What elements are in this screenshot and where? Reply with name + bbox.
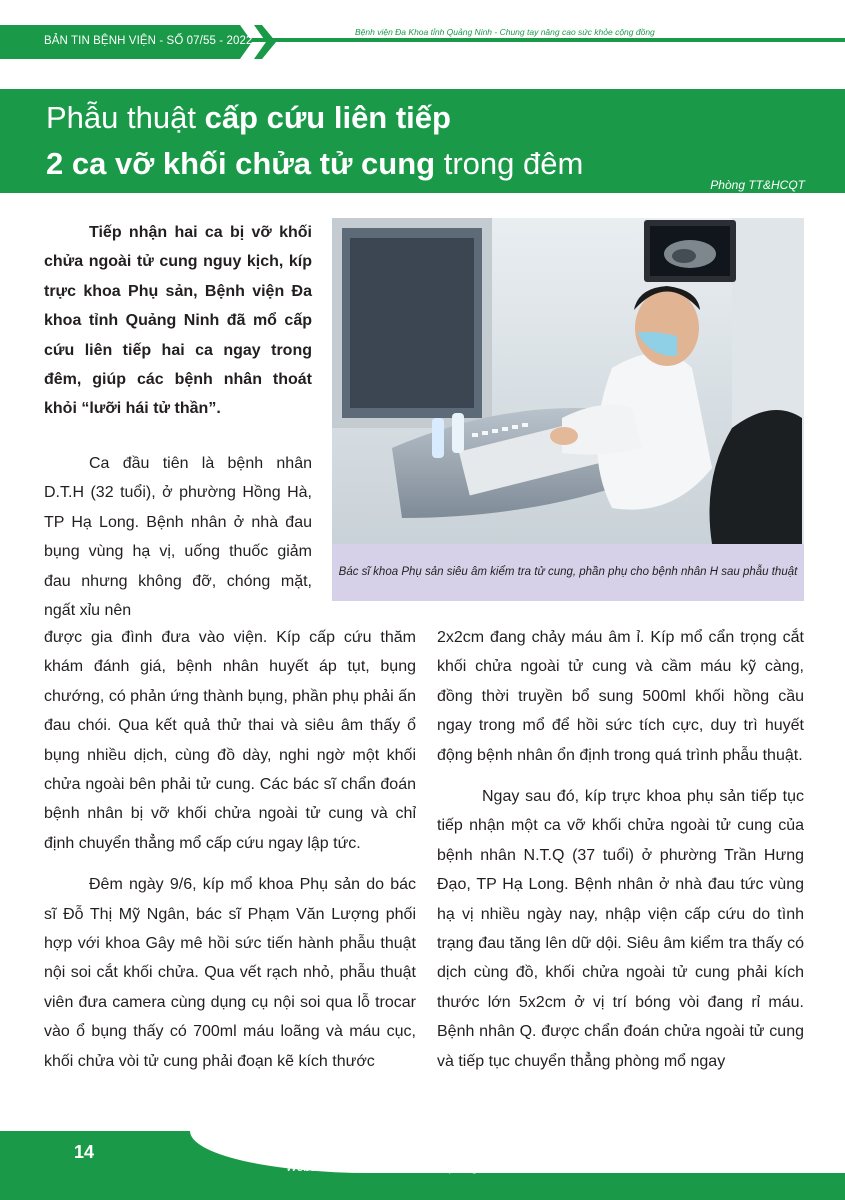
paragraph-3: 2x2cm đang chảy máu âm ỉ. Kíp mổ cẩn trọng cắt khối chửa ngoài tử cung và cầm máu kỹ càng, đồng thời truyền bổ sung 500ml khối hồng cầu ngay trong mổ để hồi sức tích cực, duy trì huyết động bệnh nhân ổn định trong quá trình phẫu thuật. (437, 629, 804, 764)
page-number: 14 (74, 1142, 95, 1162)
article-title-line1 (46, 100, 451, 136)
title-line1-light: Phẫu thuật (46, 100, 205, 135)
article-column-left-upper (44, 449, 312, 625)
article-lead-column (44, 218, 312, 424)
paragraph-2: Đêm ngày 9/6, kíp mổ khoa Phụ sản do bác sĩ Đỗ Thị Mỹ Ngân, bác sĩ Phạm Văn Lượng phối hợp với khoa Gây mê hồi sức tiến hành phẫu thuật nội soi cắt khối chửa. Qua vết rạch nhỏ, phẫu thuật viên đưa camera cùng dụng cụ nội soi qua lỗ trocar vào ổ bụng thấy có 700ml máu loãng và máu cục, khối chửa vòi tử cung phải đoạn kẽ kích thước (44, 876, 416, 1070)
paragraph-1-end: được gia đình đưa vào viện. Kíp cấp cứu thăm khám đánh giá, bệnh nhân huyết áp tụt, bụng chướng, có phản ứng thành bụng, phần phụ phải ấn đau chói. Qua kết quả thử thai và siêu âm thấy ổ bụng nhiều dịch, cùng đồ dày, nghi ngờ một khối chửa ngoài bên phải tử cung. Các bác sĩ chẩn đoán bệnh nhân bị vỡ khối chửa ngoài tử cung và chỉ định chuyển thẳng mổ cấp cứu ngay lập tức. (44, 629, 416, 852)
photo-caption: Bác sĩ khoa Phụ sản siêu âm kiểm tra tử cung, phần phụ cho bệnh nhân H sau phẫu thuật (338, 566, 798, 578)
issue-label: BẢN TIN BỆNH VIỆN - SỐ 07/55 - 2022 (44, 35, 253, 47)
article-photo (332, 218, 804, 544)
title-line2-light: trong đêm (435, 146, 584, 181)
paragraph-1-start: Ca đầu tiên là bệnh nhân D.T.H (32 tuổi), ở phường Hồng Hà, TP Hạ Long. Bệnh nhân ở nhà đau bụng vùng hạ vị, uống thuốc giảm đau nhưng không đỡ, chóng mặt, ngất xỉu nên (44, 455, 312, 620)
hospital-slogan: Bệnh viện Đa Khoa tỉnh Quảng Ninh - Chung tay nâng cao sức khỏe cộng đồng (355, 27, 655, 37)
ultrasound-exam-photo (332, 218, 804, 544)
title-line2-bold: 2 ca vỡ khối chửa tử cung (46, 146, 436, 181)
chevron-right-icon (254, 25, 276, 59)
footer-website: Website: www.benhviendktinhquangninh.vn (286, 1160, 518, 1174)
photo-caption-box (332, 544, 804, 601)
article-author: Phòng TT&HCQT (710, 178, 805, 192)
article-column-left (44, 623, 416, 1076)
article-column-right (437, 623, 804, 1076)
article-lead: Tiếp nhận hai ca bị vỡ khối chửa ngoài tử cung nguy kịch, kíp trực khoa Phụ sản, Bệnh viện Đa khoa tỉnh Quảng Ninh đã mổ cấp cứu liên tiếp hai ca ngay trong đêm, giúp các bệnh nhân thoát khỏi “lưỡi hái tử thần”. (44, 224, 312, 418)
title-line1-bold: cấp cứu liên tiếp (204, 100, 451, 135)
article-title-line2 (46, 146, 583, 182)
paragraph-4: Ngay sau đó, kíp trực khoa phụ sản tiếp tục tiếp nhận một ca vỡ khối chửa ngoài tử cung của bệnh nhân N.T.Q (37 tuổi) ở phường Trần Hưng Đạo, TP Hạ Long. Bệnh nhân ở nhà đau tức vùng hạ vị nhiều ngày nay, nhập viện cấp cứu do tình trạng đau tăng lên dữ dội. Siêu âm kiểm tra thấy có dịch cùng đồ, khối chửa ngoài tử cung phải kích thước lớn 5x2cm ở vị trí bóng vòi đang rỉ máu. Bệnh nhân Q. được chẩn đoán chửa ngoài tử cung và tiếp tục chuyển thẳng phòng mổ ngay (437, 788, 804, 1070)
